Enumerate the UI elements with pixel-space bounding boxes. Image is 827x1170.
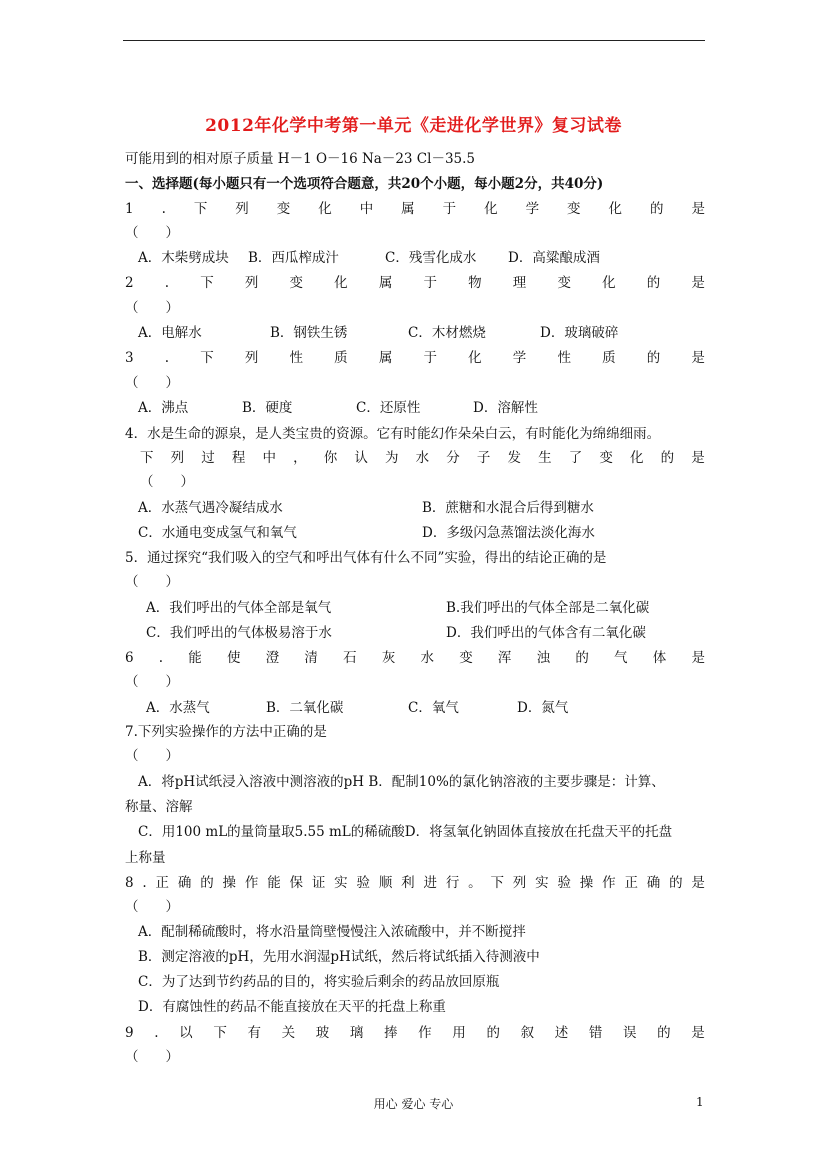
question-2-stem: 2 . 下 列 变 化 属 于 物 理 变 化 的 是 [125, 275, 705, 291]
question-3-option-a: A．沸点 [138, 400, 189, 416]
question-6-option-b: B．二氧化碳 [266, 700, 344, 716]
question-6-option-a: A．水蒸气 [146, 700, 210, 716]
question-4-option-c: C．水通电变成氢气和氧气 [138, 525, 297, 541]
question-8-blank: （ ） [125, 899, 179, 915]
question-3-stem: 3 . 下 列 性 质 属 于 化 学 性 质 的 是 [125, 350, 705, 366]
question-3-option-d: D．溶解性 [473, 400, 538, 416]
question-6-option-c: C．氧气 [408, 700, 459, 716]
question-4-stem: 下 列 过 程 中 ， 你 认 为 水 分 子 发 生 了 变 化 的 是 [140, 450, 705, 466]
page-title: 2012年化学中考第一单元《走进化学世界》复习试卷 [205, 116, 622, 136]
question-1-option-a: A．木柴劈成块 [138, 250, 229, 266]
question-9-stem: 9 . 以 下 有 关 玻 璃 捧 作 用 的 叙 述 错 误 的 是 [125, 1025, 705, 1041]
question-8-option-d: D．有腐蚀性的药品不能直接放在天平的托盘上称重 [138, 999, 446, 1015]
question-3-blank: （ ） [125, 375, 179, 391]
question-2-option-a: A．电解水 [138, 325, 202, 341]
question-8-option-b: B．测定溶液的pH，先用水润湿pH试纸，然后将试纸插入待测液中 [138, 949, 540, 965]
question-1-option-c: C．残雪化成水 [385, 250, 477, 266]
question-2-blank: （ ） [125, 300, 179, 316]
question-3-option-c: C．还原性 [356, 400, 421, 416]
question-7-stem: 7.下列实验操作的方法中正确的是 [125, 724, 327, 740]
question-1-stem: 1 . 下 列 变 化 中 属 于 化 学 变 化 的 是 [125, 201, 705, 217]
question-1-option-b: B．西瓜榨成汁 [248, 250, 339, 266]
question-4-option-b: B．蔗糖和水混合后得到糖水 [422, 500, 594, 516]
atomic-masses-line: 可能用到的相对原子质量 H－1 O－16 Na－23 Cl－35.5 [125, 151, 476, 167]
question-4-blank: （ ） [140, 474, 194, 490]
question-9-blank: （ ） [125, 1049, 179, 1065]
question-3-option-b: B．硬度 [242, 400, 293, 416]
question-7-options-cd-cont: 上称量 [125, 850, 166, 866]
page-footer: 用心 爱心 专心 [373, 1097, 454, 1111]
question-2-option-c: C．木材燃烧 [408, 325, 486, 341]
question-5-blank: （ ） [125, 574, 179, 590]
question-4-intro: 4．水是生命的源泉，是人类宝贵的资源。它有时能幻作朵朵白云，有时能化为绵绵细雨。 [125, 426, 661, 442]
question-5-option-a: A．我们呼出的气体全部是氧气 [146, 600, 332, 616]
question-6-stem: 6 . 能 使 澄 清 石 灰 水 变 浑 浊 的 气 体 是 [125, 650, 705, 666]
question-7-options-cd: C．用100 mL的量筒量取5.55 mL的稀硫酸D．将氢氧化钠固体直接放在托盘天平的托盘 [138, 824, 673, 840]
question-5-option-d: D．我们呼出的气体含有二氧化碳 [446, 625, 646, 641]
header-rule [123, 40, 705, 41]
question-8-option-c: C．为了达到节约药品的目的，将实验后剩余的药品放回原瓶 [138, 974, 500, 990]
question-5-stem: 5．通过探究“我们吸入的空气和呼出气体有什么不同”实验，得出的结论正确的是 [125, 550, 607, 566]
question-1-blank: （ ） [125, 225, 179, 241]
question-7-options-ab-cont: 称量、溶解 [125, 799, 193, 815]
question-4-option-a: A．水蒸气遇冷凝结成水 [138, 500, 283, 516]
question-4-option-d: D．多级闪急蒸馏法淡化海水 [422, 525, 595, 541]
question-5-option-b: B.我们呼出的气体全部是二氧化碳 [446, 600, 650, 616]
question-8-stem: 8 . 正 确 的 操 作 能 保 证 实 验 顺 利 进 行 。 下 列 实 验 操 作 正 确 的 是 [125, 875, 705, 891]
question-7-blank: （ ） [125, 748, 179, 764]
question-1-option-d: D．高粱酿成酒 [508, 250, 600, 266]
question-5-option-c: C．我们呼出的气体极易溶于水 [146, 625, 332, 641]
question-7-options-ab: A．将pH试纸浸入溶液中测溶液的pH B．配制10%的氯化钠溶液的主要步骤是：计算、 [138, 774, 665, 790]
question-2-option-d: D．玻璃破碎 [540, 325, 619, 341]
question-6-option-d: D．氮气 [517, 700, 569, 716]
question-8-option-a: A．配制稀硫酸时，将水沿量筒壁慢慢注入浓硫酸中，并不断搅拌 [138, 924, 526, 940]
question-2-option-b: B．钢铁生锈 [270, 325, 348, 341]
section-heading: 一、选择题(每小题只有一个选项符合题意，共20个小题，每小题2分，共40分) [125, 176, 604, 192]
page-number: 1 [696, 1095, 704, 1109]
question-6-blank: （ ） [125, 674, 179, 690]
